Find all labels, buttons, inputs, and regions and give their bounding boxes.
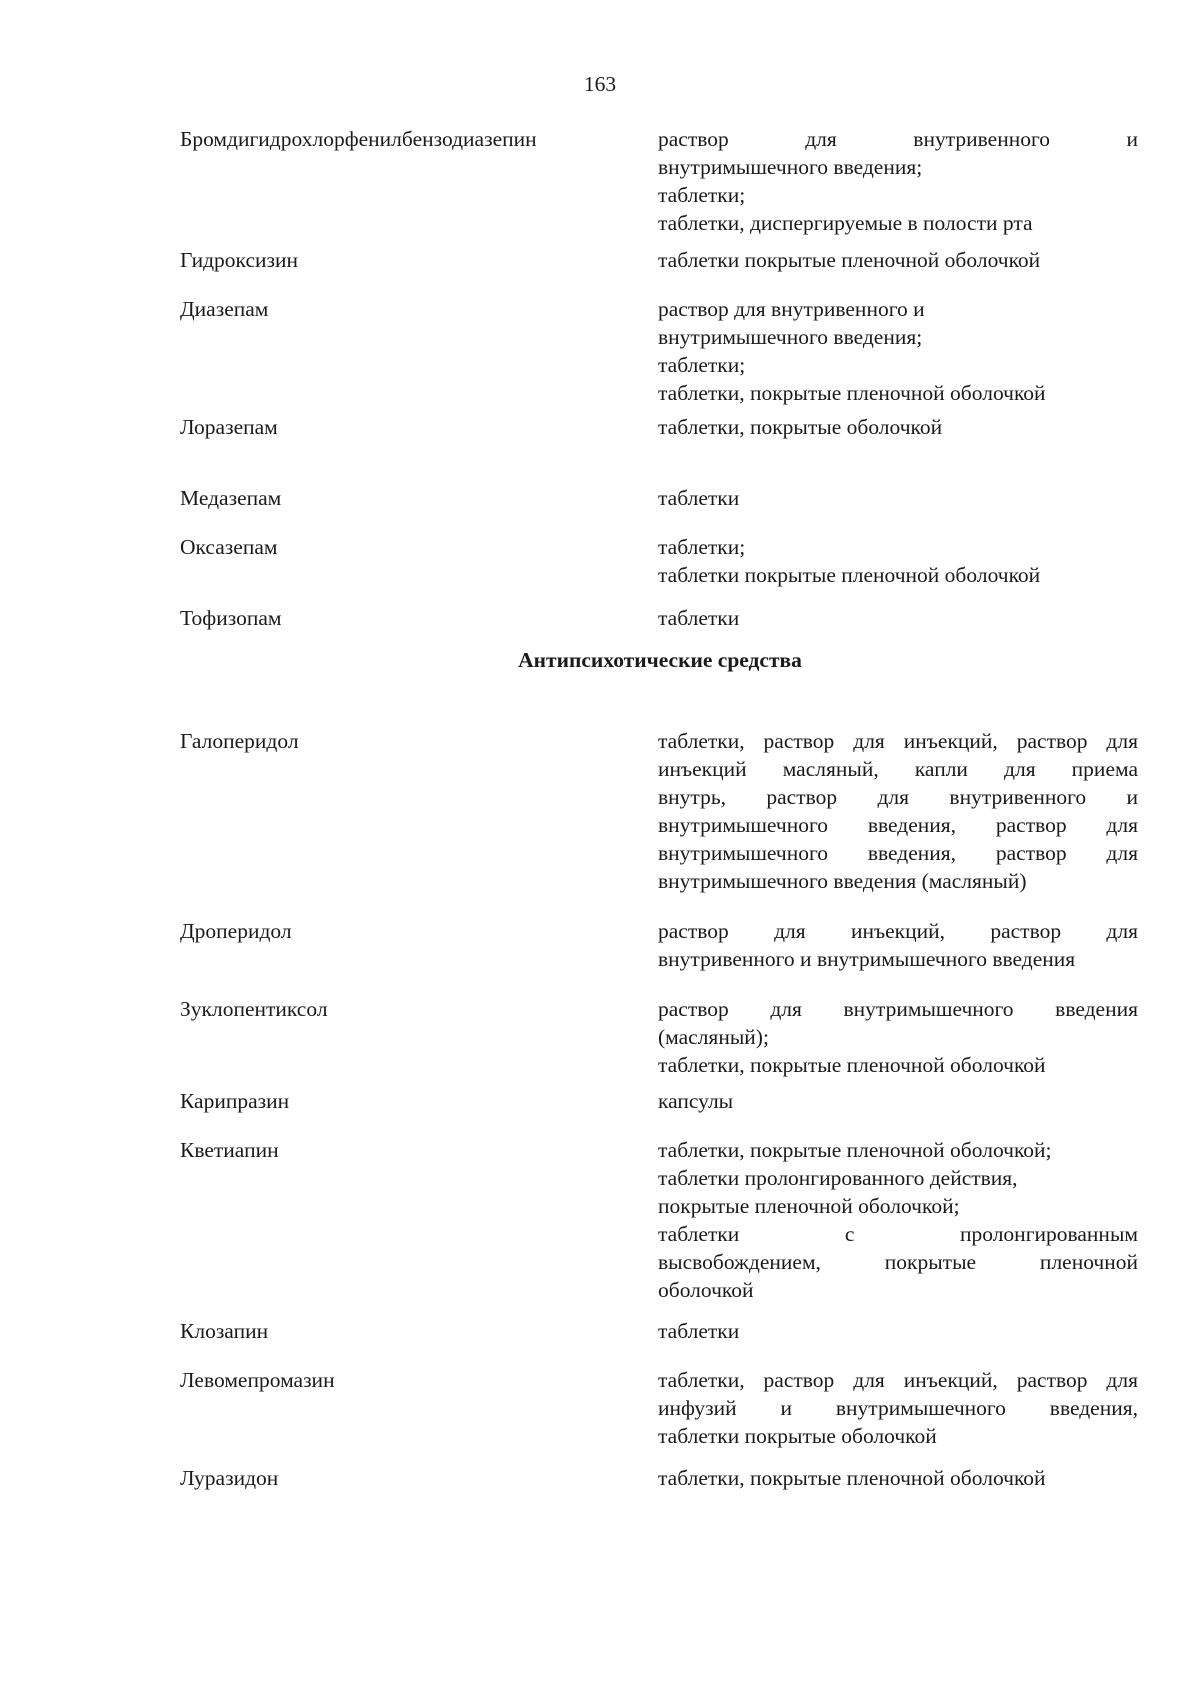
dosage-form-line: таблетки: [658, 486, 740, 510]
dosage-forms: [658, 533, 1138, 589]
dosage-form-line: инъекций масляный, капли для приема: [658, 757, 1138, 781]
dosage-form-line: оболочкой: [658, 1278, 754, 1302]
drug-name: Диазепам: [180, 297, 269, 321]
dosage-forms: [658, 1464, 1138, 1492]
dosage-form-line: капсулы: [658, 1089, 734, 1113]
dosage-form-line: инфузий и внутримышечного введения,: [658, 1396, 1138, 1420]
dosage-forms: [658, 604, 1138, 632]
dosage-form-line: таблетки, раствор для инъекций, раствор для: [658, 1368, 1138, 1392]
drug-name: Оксазепам: [180, 535, 278, 559]
dosage-forms: [658, 1087, 1138, 1115]
dosage-form-line: внутримышечного введения;: [658, 155, 923, 179]
drug-name: Гидроксизин: [180, 248, 299, 272]
dosage-form-line: высвобождением, покрытые пленочной: [658, 1250, 1138, 1274]
dosage-forms: [658, 1366, 1138, 1450]
dosage-forms: [658, 917, 1138, 973]
dosage-forms: [658, 1317, 1138, 1345]
drug-name: Дроперидол: [180, 919, 292, 943]
dosage-form-line: внутримышечного введения;: [658, 325, 923, 349]
dosage-form-line: таблетки с пролонгированным: [658, 1222, 1138, 1246]
dosage-forms: [658, 484, 1138, 512]
drug-name: Левомепромазин: [180, 1368, 335, 1392]
drug-name: Луразидон: [180, 1466, 279, 1490]
dosage-form-line: внутримышечного введения (масляный): [658, 869, 1027, 893]
dosage-form-line: таблетки покрытые пленочной оболочкой: [658, 248, 1041, 272]
dosage-form-line: таблетки;: [658, 183, 746, 207]
drug-name: Тофизопам: [180, 606, 282, 630]
dosage-forms: [658, 727, 1138, 895]
drug-name: Карипразин: [180, 1089, 290, 1113]
dosage-form-line: раствор для внутримышечного введения: [658, 997, 1138, 1021]
dosage-form-line: таблетки: [658, 606, 740, 630]
drug-name: Клозапин: [180, 1319, 269, 1343]
dosage-form-line: внутривенного и внутримышечного введения: [658, 947, 1076, 971]
dosage-form-line: таблетки, покрытые пленочной оболочкой: [658, 1466, 1046, 1490]
dosage-form-line: раствор для инъекций, раствор для: [658, 919, 1138, 943]
dosage-form-line: таблетки покрытые оболочкой: [658, 1424, 937, 1448]
dosage-form-line: таблетки, покрытые пленочной оболочкой;: [658, 1138, 1052, 1162]
dosage-form-line: раствор для внутривенного и: [658, 127, 1138, 151]
dosage-form-line: таблетки, раствор для инъекций, раствор для: [658, 729, 1138, 753]
dosage-form-line: (масляный);: [658, 1025, 769, 1049]
dosage-forms: [658, 125, 1138, 237]
page-number: 163: [583, 72, 617, 96]
drug-name: Зуклопентиксол: [180, 997, 328, 1021]
dosage-form-line: внутрь, раствор для внутривенного и: [658, 785, 1138, 809]
dosage-forms: [658, 995, 1138, 1079]
dosage-form-line: таблетки: [658, 1319, 740, 1343]
dosage-form-line: таблетки, диспергируемые в полости рта: [658, 211, 1033, 235]
dosage-forms: [658, 413, 1138, 441]
dosage-forms: [658, 246, 1138, 274]
dosage-form-line: таблетки, покрытые оболочкой: [658, 415, 943, 439]
drug-name: Медазепам: [180, 486, 282, 510]
dosage-forms: [658, 1136, 1138, 1304]
drug-name: Бромдигидрохлорфенилбензодиазепин: [180, 127, 537, 151]
dosage-form-line: таблетки;: [658, 535, 746, 559]
dosage-form-line: таблетки;: [658, 353, 746, 377]
drug-name: Кветиапин: [180, 1138, 279, 1162]
dosage-form-line: таблетки покрытые пленочной оболочкой: [658, 563, 1041, 587]
dosage-form-line: таблетки, покрытые пленочной оболочкой: [658, 381, 1046, 405]
dosage-form-line: таблетки пролонгированного действия,: [658, 1166, 1018, 1190]
dosage-form-line: внутримышечного введения, раствор для: [658, 813, 1138, 837]
dosage-form-line: покрытые пленочной оболочкой;: [658, 1194, 960, 1218]
dosage-forms: [658, 295, 1138, 407]
dosage-form-line: раствор для внутривенного и: [658, 297, 925, 321]
dosage-form-line: внутримышечного введения, раствор для: [658, 841, 1138, 865]
drug-name: Лоразепам: [180, 415, 278, 439]
dosage-form-line: таблетки, покрытые пленочной оболочкой: [658, 1053, 1046, 1077]
drug-name: Галоперидол: [180, 729, 299, 753]
section-title: Антипсихотические средства: [518, 648, 802, 672]
